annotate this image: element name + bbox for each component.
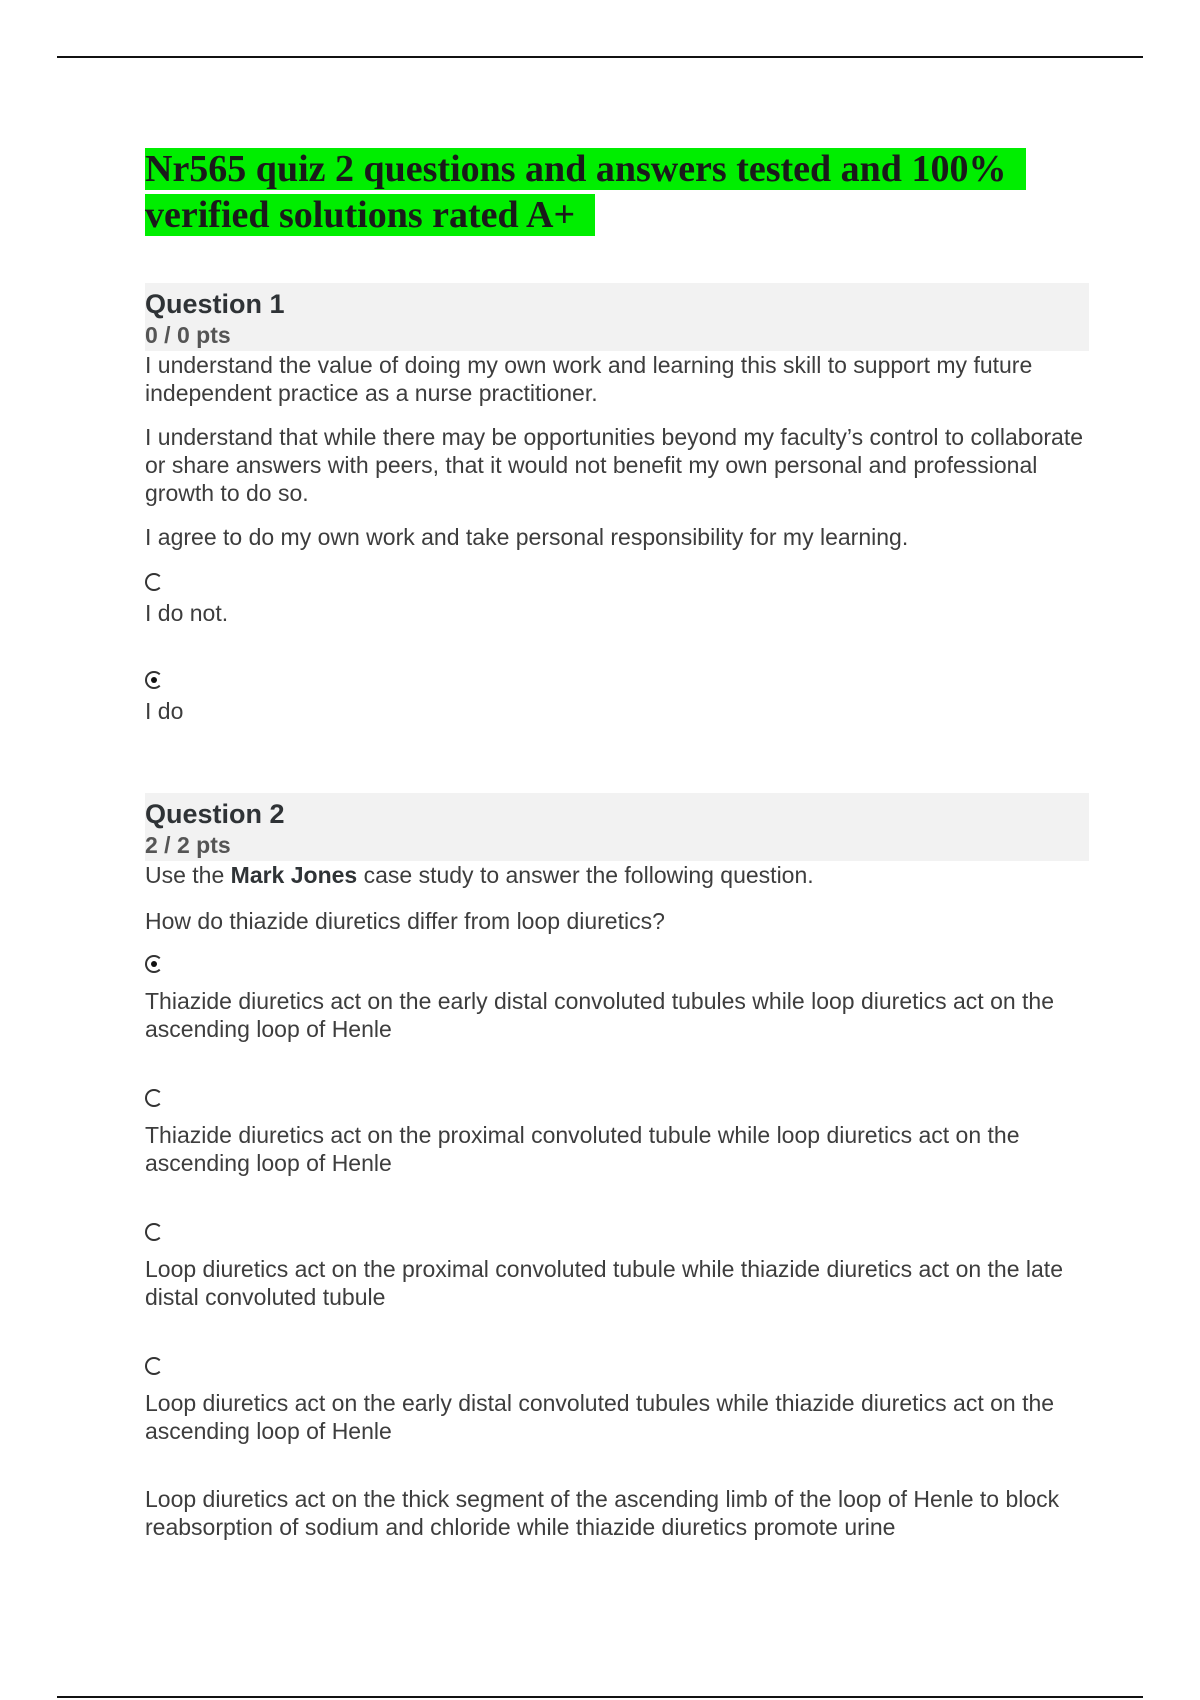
answer-option[interactable] — [145, 1357, 1089, 1445]
question-header — [145, 283, 1089, 351]
top-rule — [57, 56, 1143, 58]
question-2 — [145, 793, 1089, 1541]
radio-unselected-icon[interactable] — [145, 1089, 163, 1107]
question-points: 0 / 0 pts — [145, 322, 231, 348]
answer-option[interactable] — [145, 955, 1089, 1043]
answer-option[interactable] — [145, 573, 1089, 627]
question-1 — [145, 283, 1089, 725]
question-paragraph: I understand that while there may be opportunities beyond my faculty’s control to collaborate or share answers with peers, that it would not benefit my own personal and professional growth to do so. — [145, 424, 1084, 506]
document-title: Nr565 quiz 2 questions and answers tested and 100% verified solutions rated A+ — [145, 146, 1045, 238]
question-paragraph: I understand the value of doing my own work and learning this skill to support my future independent practice as a nurse practitioner. — [145, 352, 1033, 406]
question-prompt: How do thiazide diuretics differ from loop diuretics? — [145, 908, 665, 934]
answer-label: Loop diuretics act on the early distal convoluted tubules while thiazide diuretics act on the ascending loop of Henle — [145, 1390, 1055, 1444]
radio-unselected-icon[interactable] — [145, 1223, 163, 1241]
answer-label: Thiazide diuretics act on the proximal convoluted tubule while loop diuretics act on the ascending loop of Henle — [145, 1122, 1020, 1176]
question-paragraph: I agree to do my own work and take personal responsibility for my learning. — [145, 524, 909, 550]
radio-unselected-icon[interactable] — [145, 573, 163, 591]
radio-selected-icon[interactable] — [145, 671, 163, 689]
question-title: Question 1 — [145, 289, 285, 319]
answer-option[interactable] — [145, 1089, 1089, 1177]
radio-unselected-icon[interactable] — [145, 1357, 163, 1375]
answer-label: Thiazide diuretics act on the early distal convoluted tubules while loop diuretics act on the ascending loop of Henle — [145, 988, 1055, 1042]
question-intro: Use the Mark Jones case study to answer the following question. — [145, 862, 814, 888]
radio-selected-icon[interactable] — [145, 955, 163, 973]
question-points: 2 / 2 pts — [145, 832, 231, 858]
answer-option[interactable] — [145, 671, 1089, 725]
answer-label: Loop diuretics act on the thick segment of the ascending limb of the loop of Henle to block reabsorption of sodium and chloride while thiazide diuretics promote urine — [145, 1486, 1060, 1540]
answer-label: I do — [145, 698, 184, 724]
document-body — [145, 146, 1089, 1541]
bottom-rule — [57, 1696, 1143, 1698]
question-header — [145, 793, 1089, 861]
answer-option[interactable] — [145, 1223, 1089, 1311]
answer-label: Loop diuretics act on the proximal convoluted tubule while thiazide diuretics act on the late distal convoluted tubule — [145, 1256, 1063, 1310]
answer-option[interactable] — [145, 1485, 1089, 1541]
question-title: Question 2 — [145, 799, 285, 829]
answer-label: I do not. — [145, 600, 229, 626]
